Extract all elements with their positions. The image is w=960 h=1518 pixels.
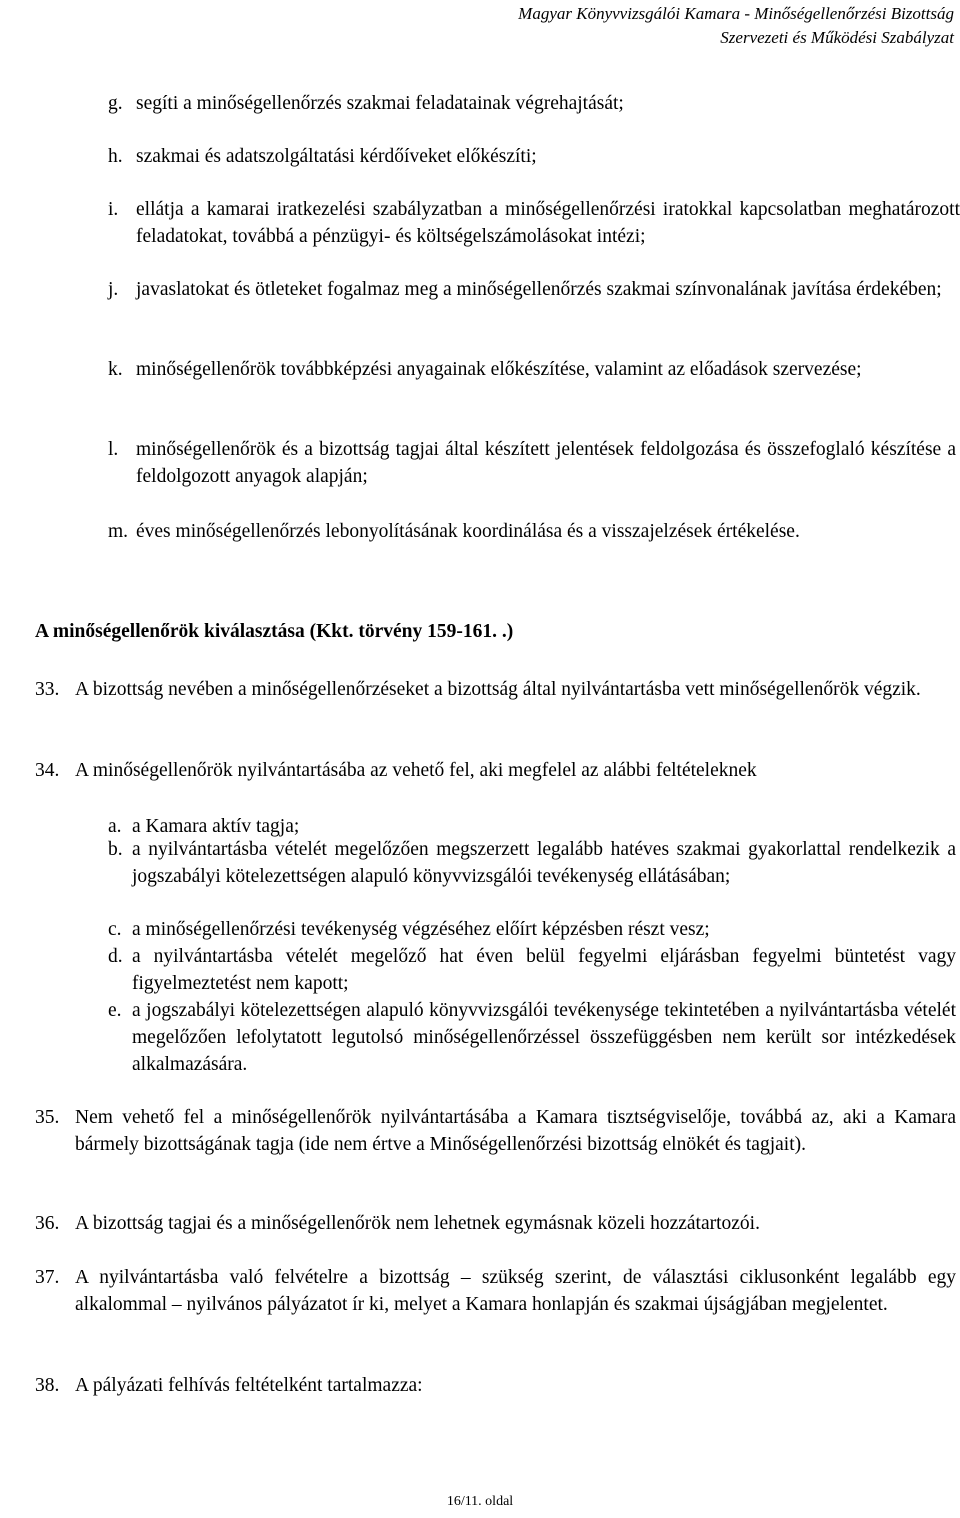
numbered-paragraph <box>35 1372 956 1399</box>
list-item-text: minőségellenőrök és a bizottság tagjai által készített jelentések feldolgozása és összefoglaló készítése a feldolgozott anyagok alapján; <box>136 439 956 487</box>
paragraph-number: 36. <box>35 1213 60 1234</box>
condition-text: a minőségellenőrzési tevékenység végzéséhez előírt képzésben részt vesz; <box>132 919 710 940</box>
condition-text: a jogszabályi kötelezettségen alapuló könyvvizsgálói tevékenysége tekintetében a nyilvántartásba vételét megelőzően lefolytatott legutolsó minőségellenőrzéssel összefüggésben nem került sor intézkedések alkalmazására. <box>132 1000 956 1075</box>
list-item <box>108 196 960 250</box>
section-heading: A minőségellenőrök kiválasztása (Kkt. törvény 159-161. .) <box>35 621 514 642</box>
list-item-text: segíti a minőségellenőrzés szakmai feladatainak végrehajtását; <box>136 93 624 114</box>
header-organization: Magyar Könyvvizsgálói Kamara - Minőségellenőrzési Bizottság <box>518 4 954 23</box>
numbered-paragraph <box>35 1104 956 1158</box>
paragraph-text: A bizottság nevében a minőségellenőrzéseket a bizottság által nyilvántartásba vett minőségellenőrök végzik. <box>75 679 921 700</box>
list-item-marker: h. <box>108 146 123 167</box>
paragraph-number: 38. <box>35 1375 60 1396</box>
paragraph-number: 33. <box>35 679 60 700</box>
list-item-marker: m. <box>108 521 129 542</box>
condition-text: a nyilvántartásba vételét megelőző hat éven belül fegyelmi eljárásban fegyelmi büntetést vagy figyelmeztetést nem kapott; <box>132 946 956 994</box>
list-item-text: javaslatokat és ötleteket fogalmaz meg a minőségellenőrzés szakmai színvonalának javítása érdekében; <box>136 279 942 300</box>
list-item <box>108 143 958 170</box>
list-item <box>108 518 956 545</box>
list-item-text: ellátja a kamarai iratkezelési szabályzatban a minőségellenőrzési iratokkal kapcsolatban meghatározott feladatokat, továbbá a pénzügyi- és költségelszámolásokat intézi; <box>136 199 960 247</box>
condition-text: a nyilvántartásba vételét megelőzően megszerzett legalább hatéves szakmai gyakorlattal rendelkezik a jogszabályi kötelezettségen alapuló könyvvizsgálói tevékenység ellátásában; <box>132 839 956 887</box>
header-document-title: Szervezeti és Működési Szabályzat <box>720 28 954 47</box>
numbered-paragraph <box>35 676 956 703</box>
numbered-paragraph <box>35 757 956 784</box>
list-item-text: szakmai és adatszolgáltatási kérdőíveket előkészíti; <box>136 146 537 167</box>
paragraph-text: A pályázati felhívás feltételként tartalmazza: <box>75 1375 423 1396</box>
list-item-marker: i. <box>108 199 119 220</box>
paragraph-text: A nyilvántartásba való felvételre a bizottság – szükség szerint, de választási ciklusonként legalább egy alkalommal – nyilvános pályázatot ír ki, melyet a Kamara honlapján és szakmai újságjában megjelentet. <box>75 1267 956 1315</box>
list-item-marker: l. <box>108 439 119 460</box>
list-item-marker: j. <box>108 279 119 300</box>
condition-marker: b. <box>108 839 123 860</box>
paragraph-text: Nem vehető fel a minőségellenőrök nyilvántartásába a Kamara tisztségviselője, továbbá az, aki a Kamara bármely bizottságának tagja (ide nem értve a Minőségellenőrzési bizottság elnökét és tagjait). <box>75 1107 956 1155</box>
condition-marker: c. <box>108 919 122 940</box>
numbered-paragraph <box>35 1210 956 1237</box>
condition-text: a Kamara aktív tagja; <box>132 816 300 837</box>
list-item <box>108 276 956 303</box>
condition-item <box>108 916 956 943</box>
list-item <box>108 90 958 117</box>
list-item <box>108 356 956 383</box>
paragraph-text: A minőségellenőrök nyilvántartásába az vehető fel, aki megfelel az alábbi feltételeknek <box>75 760 757 781</box>
list-item <box>108 436 956 490</box>
condition-item <box>108 943 956 997</box>
condition-marker: e. <box>108 1000 122 1021</box>
page-footer <box>0 1492 960 1512</box>
condition-marker: a. <box>108 816 122 837</box>
page-number: 16/11. oldal <box>446 1494 514 1509</box>
paragraph-text: A bizottság tagjai és a minőségellenőrök nem lehetnek egymásnak közeli hozzátartozói. <box>75 1213 760 1234</box>
list-item-marker: g. <box>108 93 123 114</box>
paragraph-number: 34. <box>35 760 60 781</box>
paragraph-number: 37. <box>35 1267 60 1288</box>
numbered-paragraph <box>35 1264 956 1318</box>
condition-item <box>108 836 956 890</box>
list-item-text: éves minőségellenőrzés lebonyolításának koordinálása és a visszajelzések értékelése. <box>136 521 800 542</box>
condition-item <box>108 997 956 1078</box>
page-header <box>518 2 954 50</box>
list-item-text: minőségellenőrök továbbképzési anyagainak előkészítése, valamint az előadások szervezése; <box>136 359 862 380</box>
paragraph-number: 35. <box>35 1107 60 1128</box>
list-item-marker: k. <box>108 359 123 380</box>
condition-marker: d. <box>108 946 123 967</box>
